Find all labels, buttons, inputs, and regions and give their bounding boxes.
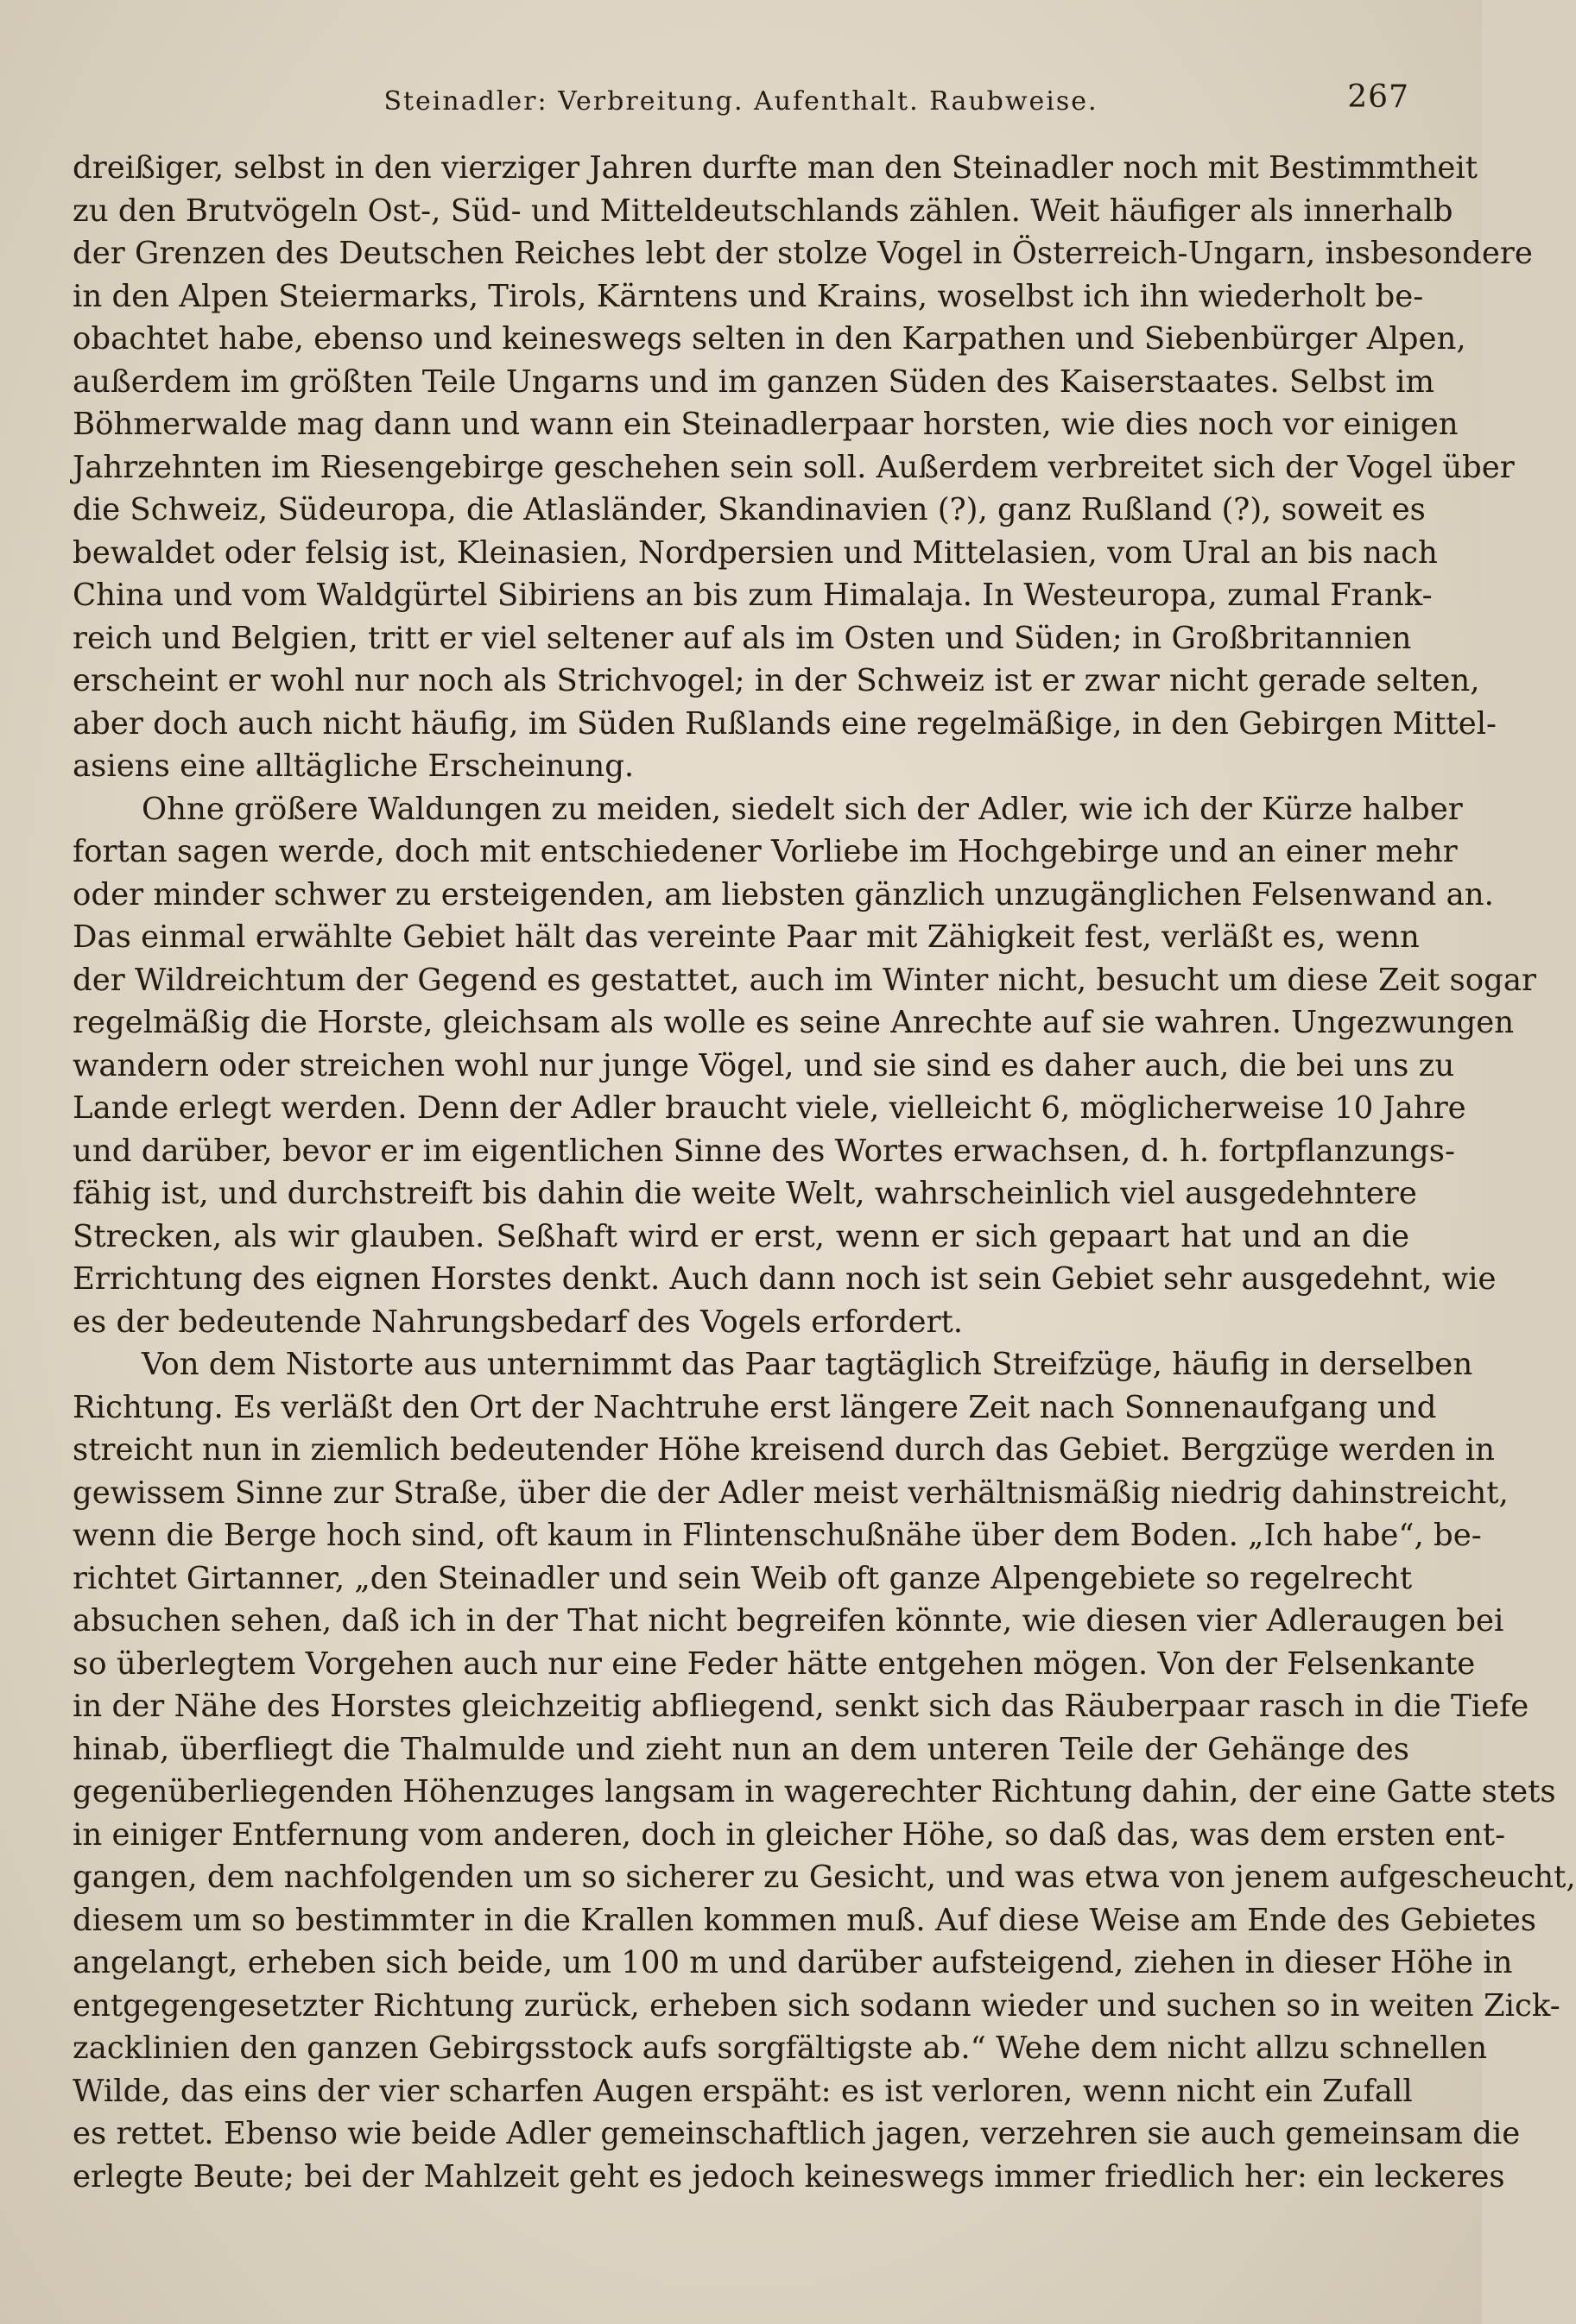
text-line: und darüber, bevor er im eigentlichen Sinne des Wortes erwachsen, d. h. fortpflanzungs-: [73, 1133, 1455, 1169]
text-line: es rettet. Ebenso wie beide Adler gemeinschaftlich jagen, verzehren sie auch gemeinsam die: [73, 2116, 1521, 2151]
text-line: obachtet habe, ebenso und keineswegs selten in den Karpathen und Siebenbürger Alpen,: [73, 321, 1466, 357]
text-line: gangen, dem nachfolgenden um so sicherer zu Gesicht, und was etwa von jenem aufgescheucht,: [73, 1860, 1576, 1895]
text-line: zacklinien den ganzen Gebirgsstock aufs sorgfältigste ab.“ Wehe dem nicht allzu schnellen: [73, 2030, 1488, 2066]
text-line: angelangt, erheben sich beide, um 100 m und darüber aufsteigend, ziehen in dieser Höhe in: [73, 1945, 1513, 1980]
paragraph: [73, 788, 1536, 1344]
text-line: außerdem im größten Teile Ungarns und im ganzen Süden des Kaiserstaates. Selbst im: [73, 363, 1435, 400]
text-line: dreißiger, selbst in den vierziger Jahren durfte man den Steinadler noch mit Bestimmtheit: [73, 150, 1478, 186]
text-line: zu den Brutvögeln Ost-, Süd- und Mitteldeutschlands zählen. Weit häufiger als innerhalb: [73, 193, 1453, 229]
text-line: reich und Belgien, tritt er viel seltener auf als im Osten und Süden; in Großbritannien: [73, 620, 1412, 656]
text-line: in den Alpen Steiermarks, Tirols, Kärntens und Krains, woselbst ich ihn wiederholt be-: [73, 278, 1424, 314]
text-line: Richtung. Es verläßt den Ort der Nachtruhe erst längere Zeit nach Sonnenaufgang und: [73, 1389, 1437, 1425]
text-line: es der bedeutende Nahrungsbedarf des Vogels erfordert.: [73, 1304, 964, 1340]
text-line: erscheint er wohl nur noch als Strichvogel; in der Schweiz ist er zwar nicht gerade selten,: [73, 663, 1480, 698]
text-line: der Wildreichtum der Gegend es gestattet, auch im Winter nicht, besucht um diese Zeit sogar: [73, 962, 1536, 998]
text-line: fortan sagen werde, doch mit entschiedener Vorliebe im Hochgebirge und an einer mehr: [73, 834, 1458, 869]
paragraph: [73, 1343, 1576, 2198]
text-line: bewaldet oder felsig ist, Kleinasien, Nordpersien und Mittelasien, vom Ural an bis nach: [73, 534, 1438, 571]
text-line: Von dem Nistorte aus unternimmt das Paar tagtäglich Streifzüge, häufig in derselben: [142, 1347, 1473, 1382]
text-line: Lande erlegt werden. Denn der Adler braucht viele, vielleicht 6, möglicherweise 10 Jahre: [73, 1090, 1466, 1126]
paragraph: [73, 147, 1533, 788]
text-line: erlegte Beute; bei der Mahlzeit geht es jedoch keineswegs immer friedlich her: ein leckeres: [73, 2158, 1505, 2195]
text-line: absuchen sehen, daß ich in der That nicht begreifen könnte, wie diesen vier Adleraugen bei: [73, 1603, 1504, 1639]
text-line: hinab, überfliegt die Thalmulde und zieht nun an dem unteren Teile der Gehänge des: [73, 1731, 1409, 1767]
running-head-title: Steinadler: Verbreitung. Aufenthalt. Raubweise.: [383, 86, 1098, 117]
running-head: [73, 79, 1409, 128]
text-line: diesem um so bestimmter in die Krallen kommen muß. Auf diese Weise am Ende des Gebietes: [73, 1902, 1537, 1938]
text-line: Böhmerwalde mag dann und wann ein Steinadlerpaar horsten, wie dies noch vor einigen: [73, 407, 1459, 442]
text-line: die Schweiz, Südeuropa, die Atlasländer, Skandinavien (?), ganz Rußland (?), soweit es: [73, 492, 1426, 527]
text-line: gewissem Sinne zur Straße, über die der Adler meist verhältnismäßig niedrig dahinstreicht,: [73, 1475, 1509, 1511]
text-line: Strecken, als wir glauben. Seßhaft wird er erst, wenn er sich gepaart hat und an die: [73, 1218, 1409, 1254]
text-line: Wilde, das eins der vier scharfen Augen erspäht: es ist verloren, wenn nicht ein Zufall: [73, 2073, 1413, 2109]
page-number: 267: [1347, 79, 1409, 115]
text-line: wenn die Berge hoch sind, oft kaum in Flintenschußnähe über dem Boden. „Ich habe“, be-: [73, 1518, 1482, 1553]
text-line: in der Nähe des Horstes gleichzeitig abfliegend, senkt sich das Räuberpaar rasch in die Tiefe: [73, 1689, 1529, 1724]
text-line: entgegengesetzter Richtung zurück, erheben sich sodann wieder und suchen so in weiten Zick-: [73, 1987, 1560, 2024]
text-line: der Grenzen des Deutschen Reiches lebt der stolze Vogel in Österreich-Ungarn, insbesondere: [73, 236, 1533, 271]
text-line: gegenüberliegenden Höhenzuges langsam in wagerechter Richtung dahin, der eine Gatte stets: [73, 1774, 1556, 1809]
text-line: richtet Girtanner, „den Steinadler und sein Weib oft ganze Alpengebiete so regelrecht: [73, 1560, 1413, 1596]
text-line: Errichtung des eignen Horstes denkt. Auch dann noch ist sein Gebiet sehr ausgedehnt, wie: [73, 1261, 1497, 1297]
text-line: Jahrzehnten im Riesengebirge geschehen sein soll. Außerdem verbreitet sich der Vogel über: [73, 449, 1515, 485]
text-line: asiens eine alltägliche Erscheinung.: [73, 748, 635, 784]
text-line: regelmäßig die Horste, gleichsam als wolle es seine Anrechte auf sie wahren. Ungezwungen: [73, 1005, 1515, 1040]
text-line: wandern oder streichen wohl nur junge Vögel, und sie sind es daher auch, die bei uns zu: [73, 1047, 1455, 1083]
body-text: [73, 147, 1576, 2198]
text-line: aber doch auch nicht häufig, im Süden Rußlands eine regelmäßige, in den Gebirgen Mittel-: [73, 705, 1497, 742]
text-line: oder minder schwer zu ersteigenden, am liebsten gänzlich unzugänglichen Felsenwand an.: [73, 876, 1494, 913]
text-line: Ohne größere Waldungen zu meiden, siedelt sich der Adler, wie ich der Kürze halber: [142, 791, 1463, 827]
text-line: so überlegtem Vorgehen auch nur eine Feder hätte entgehen mögen. Von der Felsenkante: [73, 1645, 1476, 1682]
text-line: streicht nun in ziemlich bedeutender Höhe kreisend durch das Gebiet. Bergzüge werden in: [73, 1432, 1495, 1468]
text-line: China und vom Waldgürtel Sibiriens an bis zum Himalaja. In Westeuropa, zumal Frank-: [73, 578, 1433, 613]
text-line: Das einmal erwählte Gebiet hält das vereinte Paar mit Zähigkeit fest, verläßt es, wenn: [73, 919, 1420, 955]
text-line: in einiger Entfernung vom anderen, doch in gleicher Höhe, so daß das, was dem ersten ent-: [73, 1816, 1506, 1853]
text-line: fähig ist, und durchstreift bis dahin die weite Welt, wahrscheinlich viel ausgedehntere: [73, 1176, 1417, 1211]
